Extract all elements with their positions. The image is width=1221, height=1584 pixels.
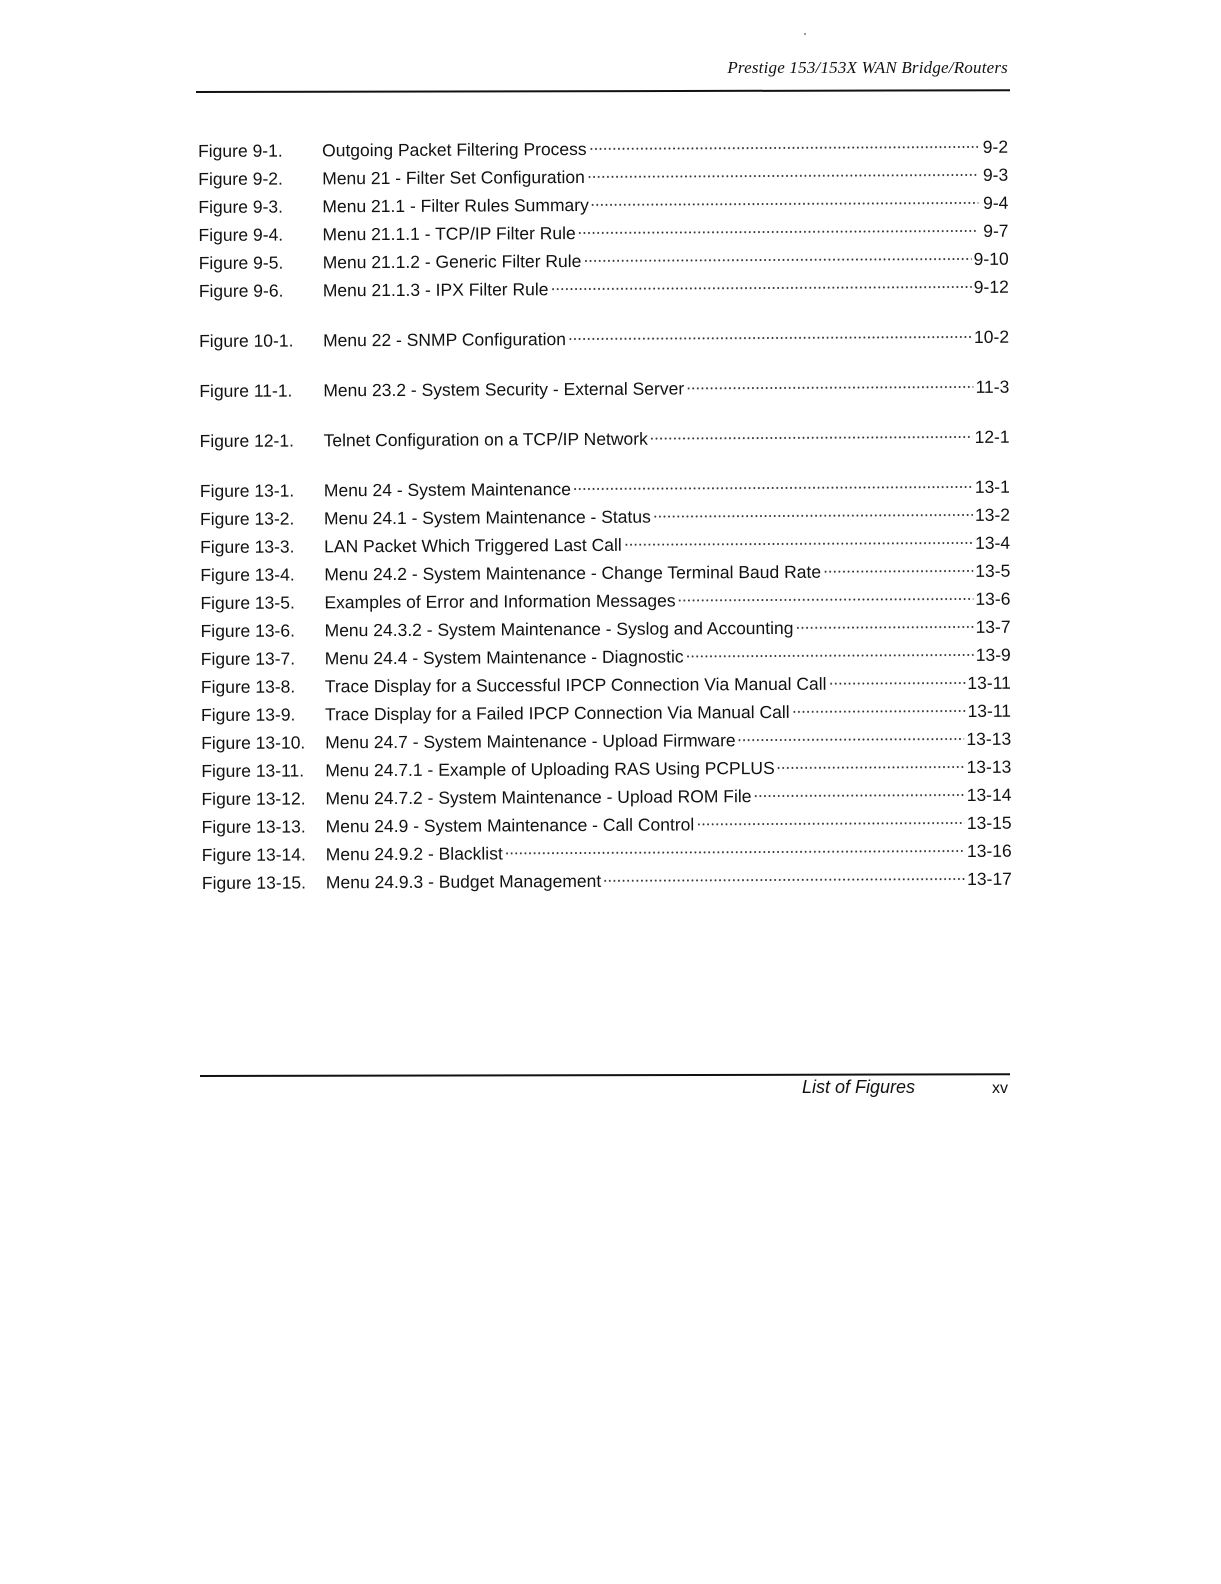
dot-leader <box>828 681 965 686</box>
page-reference: 13-1 <box>974 476 1010 497</box>
toc-entry <box>198 133 1008 165</box>
figure-title: Menu 22 - SNMP Configuration <box>323 329 566 351</box>
dot-leader <box>505 849 965 855</box>
toc-group <box>199 323 1009 355</box>
page-reference: 9-2 <box>982 136 1009 157</box>
figure-label: Figure 9-2. <box>198 168 283 189</box>
figure-label: Figure 11-1. <box>199 380 293 401</box>
figure-label: Figure 13-8. <box>200 676 296 697</box>
figure-label: Figure 13-13. <box>201 816 306 837</box>
dot-leader <box>573 485 973 491</box>
dot-leader <box>583 257 971 263</box>
toc-entry <box>200 557 1010 589</box>
dot-leader <box>792 709 966 714</box>
toc-entry <box>200 529 1010 561</box>
page-reference: 9-10 <box>973 248 1009 269</box>
toc-entry <box>202 865 1012 897</box>
page-reference: 13-6 <box>975 588 1011 609</box>
dot-leader <box>823 569 973 574</box>
figure-label: Figure 13-14. <box>201 844 306 865</box>
dot-leader <box>678 597 974 603</box>
toc-entry <box>201 697 1011 729</box>
figure-label: Figure 9-6. <box>198 280 284 301</box>
figure-title: Menu 24.7 - System Maintenance - Upload Firmware <box>325 730 736 753</box>
figure-title: LAN Packet Which Triggered Last Call <box>324 534 622 557</box>
toc-group <box>200 473 1012 897</box>
toc-entry <box>202 837 1012 869</box>
page-reference: 13-16 <box>966 840 1012 861</box>
toc-entry <box>201 669 1011 701</box>
page-reference: 13-13 <box>966 728 1012 749</box>
toc-entry <box>199 245 1009 277</box>
figure-label: Figure 10-1. <box>199 330 294 351</box>
figure-title: Menu 21.1 - Filter Rules Summary <box>322 194 589 217</box>
page-reference: 13-9 <box>975 644 1011 665</box>
page-reference: 10-2 <box>973 326 1010 347</box>
toc-entry <box>198 161 1008 193</box>
dot-leader <box>686 653 974 659</box>
figure-label: Figure 9-5. <box>198 252 284 273</box>
figure-title: Menu 24.1 - System Maintenance - Status <box>323 506 651 529</box>
figure-title: Menu 21.1.3 - IPX Filter Rule <box>322 279 549 301</box>
figure-title: Menu 24.7.1 - Example of Uploading RAS Using PCPLUS <box>325 757 775 781</box>
toc-entry <box>199 323 1009 355</box>
toc-entry <box>201 781 1011 813</box>
figure-title: Trace Display for a Failed IPCP Connection Via Manual Call <box>324 701 790 725</box>
page-reference: 9-3 <box>982 164 1009 185</box>
dot-leader <box>550 285 971 291</box>
figure-label: Figure 9-3. <box>198 196 284 217</box>
figure-label: Figure 13-5. <box>200 592 295 613</box>
figure-label: Figure 13-11. <box>201 760 305 781</box>
figure-title: Menu 24 - System Maintenance <box>323 479 571 501</box>
page-reference: 13-11 <box>967 700 1012 721</box>
toc-entry <box>200 585 1010 617</box>
figure-title: Menu 24.2 - System Maintenance - Change Terminal Baud Rate <box>324 561 822 585</box>
toc-entry <box>201 753 1011 785</box>
toc-group <box>198 133 1009 305</box>
toc-group <box>199 373 1009 405</box>
dot-leader <box>795 625 973 630</box>
figure-title: Menu 24.9 - System Maintenance - Call Control <box>325 814 695 837</box>
figure-title: Telnet Configuration on a TCP/IP Network <box>323 428 648 451</box>
figure-title: Menu 24.4 - System Maintenance - Diagnostic <box>324 646 684 669</box>
dot-leader <box>591 201 979 207</box>
figure-label: Figure 13-6. <box>200 620 295 641</box>
figure-label: Figure 13-3. <box>200 536 295 557</box>
figure-label: Figure 13-15. <box>201 872 307 893</box>
dot-leader <box>589 145 978 151</box>
toc-entry <box>199 273 1009 305</box>
figure-title: Menu 24.9.3 - Budget Management <box>325 870 602 893</box>
footer-page-number: xv <box>992 1080 1008 1097</box>
figure-title: Trace Display for a Successful IPCP Connection Via Manual Call <box>324 673 827 697</box>
dot-leader <box>777 765 965 770</box>
list-of-figures <box>198 133 1012 919</box>
toc-entry <box>201 725 1011 757</box>
toc-entry <box>200 423 1010 455</box>
figure-title: Menu 24.3.2 - System Maintenance - Syslog and Accounting <box>324 617 794 641</box>
toc-group <box>200 423 1010 455</box>
dot-leader <box>753 793 964 798</box>
figure-title: Outgoing Packet Filtering Process <box>322 138 587 161</box>
dot-leader <box>650 435 973 441</box>
dot-leader <box>603 877 965 883</box>
toc-entry <box>199 373 1009 405</box>
page-reference: 13-11 <box>967 672 1011 693</box>
figure-title: Menu 24.9.2 - Blacklist <box>325 843 503 865</box>
figure-label: Figure 13-7. <box>200 648 296 669</box>
toc-entry <box>198 189 1008 221</box>
figure-title: Menu 23.2 - System Security - External Server <box>323 378 685 401</box>
figure-title: Menu 24.7.2 - System Maintenance - Upload ROM File <box>325 786 752 809</box>
page-reference: 13-13 <box>966 756 1012 777</box>
dot-leader <box>578 229 979 235</box>
page-reference: 9-4 <box>983 192 1009 213</box>
figure-title: Menu 21.1.1 - TCP/IP Filter Rule <box>322 223 576 245</box>
dot-leader <box>686 385 973 391</box>
figure-label: Figure 13-12. <box>201 788 306 809</box>
toc-entry <box>200 501 1010 533</box>
page-reference: 13-2 <box>974 504 1011 525</box>
page-reference: 11-3 <box>975 376 1010 397</box>
toc-entry <box>201 613 1011 645</box>
figure-label: Figure 13-4. <box>200 564 295 585</box>
toc-entry <box>198 217 1008 249</box>
figure-label: Figure 13-1. <box>199 480 295 501</box>
page-reference: 12-1 <box>974 426 1010 447</box>
page-reference: 13-5 <box>975 560 1011 581</box>
page-reference: 13-7 <box>975 616 1011 637</box>
page-reference: 9-7 <box>983 220 1009 241</box>
figure-title: Menu 21 - Filter Set Configuration <box>322 166 585 189</box>
footer-section-title: List of Figures <box>801 1077 915 1097</box>
scan-speck <box>804 33 806 35</box>
dot-leader <box>738 737 965 742</box>
figure-label: Figure 9-4. <box>198 224 284 245</box>
dot-leader <box>624 541 973 547</box>
figure-label: Figure 13-9. <box>200 704 296 725</box>
figure-label: Figure 9-1. <box>198 140 283 161</box>
page-reference: 13-14 <box>966 784 1012 805</box>
toc-entry <box>202 809 1012 841</box>
page-reference: 13-15 <box>966 812 1012 833</box>
figure-label: Figure 13-2. <box>199 508 295 529</box>
toc-entry <box>200 473 1010 505</box>
toc-entry <box>201 641 1011 673</box>
figure-label: Figure 13-10. <box>201 732 306 753</box>
dot-leader <box>653 513 973 519</box>
figure-label: Figure 12-1. <box>199 430 295 451</box>
figure-title: Examples of Error and Information Messages <box>324 590 676 613</box>
running-header-title: Prestige 153/153X WAN Bridge/Routers <box>727 58 1008 77</box>
dot-leader <box>696 821 965 826</box>
dot-leader <box>568 335 972 341</box>
page-reference: 13-17 <box>967 868 1012 889</box>
page-reference: 13-4 <box>975 532 1011 553</box>
dot-leader <box>587 173 978 179</box>
page-reference: 9-12 <box>973 276 1009 297</box>
header-rule <box>196 89 1010 93</box>
figure-title: Menu 21.1.2 - Generic Filter Rule <box>322 250 582 273</box>
